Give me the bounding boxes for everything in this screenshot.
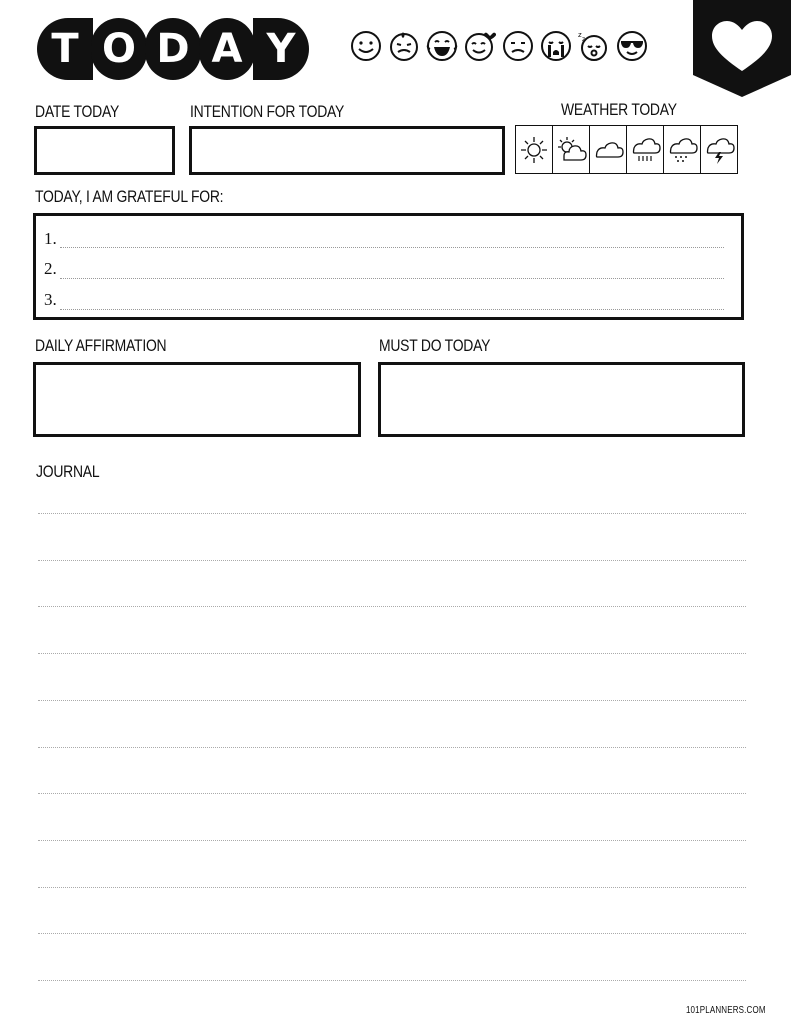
grateful-label: TODAY, I AM GRATEFUL FOR: — [35, 187, 224, 206]
sweat-icon[interactable] — [388, 30, 420, 62]
title-letter: T — [37, 18, 93, 80]
cloud-icon — [592, 135, 624, 165]
cry-icon[interactable] — [540, 30, 572, 62]
journal-line[interactable] — [38, 653, 746, 654]
journal-line[interactable] — [38, 980, 746, 981]
intention-field[interactable] — [189, 126, 505, 175]
date-field[interactable] — [34, 126, 175, 175]
journal-line[interactable] — [38, 747, 746, 748]
footer-brand: 101PLANNERS.COM — [686, 1005, 766, 1016]
grateful-box — [33, 213, 744, 320]
journal-line[interactable] — [38, 840, 746, 841]
title-letter: A — [199, 18, 255, 80]
sun-icon — [519, 135, 549, 165]
laugh-icon[interactable] — [426, 30, 458, 62]
weather-option[interactable] — [516, 126, 553, 173]
grateful-line[interactable] — [60, 309, 724, 310]
weather-option[interactable] — [627, 126, 664, 173]
must-do-field[interactable] — [378, 362, 745, 437]
weather-selector — [515, 125, 738, 174]
smile-icon[interactable] — [350, 30, 382, 62]
sleep-icon[interactable] — [578, 30, 610, 62]
journal-line[interactable] — [38, 700, 746, 701]
storm-icon — [703, 135, 735, 165]
weather-option[interactable] — [553, 126, 590, 173]
snow-icon — [666, 135, 698, 165]
title-letter: Y — [253, 18, 309, 80]
rain-icon — [629, 135, 661, 165]
weather-option[interactable] — [664, 126, 701, 173]
weather-option[interactable] — [701, 126, 737, 173]
journal-label: JOURNAL — [36, 462, 100, 481]
love-icon[interactable] — [464, 30, 496, 62]
date-label: DATE TODAY — [35, 102, 120, 121]
svg-text:z: z — [582, 36, 586, 43]
title-letter: D — [145, 18, 201, 80]
must-do-label: MUST DO TODAY — [379, 336, 491, 355]
grateful-number: 2. — [44, 259, 57, 278]
affirmation-label: DAILY AFFIRMATION — [35, 336, 167, 355]
partly-cloudy-icon — [555, 135, 587, 165]
sad-icon[interactable] — [502, 30, 534, 62]
title-letter: O — [91, 18, 147, 80]
affirmation-field[interactable] — [33, 362, 361, 437]
journal-line[interactable] — [38, 560, 746, 561]
grateful-number: 1. — [44, 229, 57, 248]
journal-line[interactable] — [38, 513, 746, 514]
grateful-line[interactable] — [60, 278, 724, 279]
heart-ribbon — [693, 0, 791, 97]
grateful-line[interactable] — [60, 247, 724, 248]
journal-line[interactable] — [38, 933, 746, 934]
page-title — [37, 18, 307, 80]
weather-option[interactable] — [590, 126, 627, 173]
cool-icon[interactable] — [616, 30, 648, 62]
journal-line[interactable] — [38, 887, 746, 888]
grateful-number: 3. — [44, 290, 57, 309]
journal-line[interactable] — [38, 606, 746, 607]
weather-label: WEATHER TODAY — [561, 100, 677, 119]
journal-line[interactable] — [38, 793, 746, 794]
mood-row — [350, 30, 648, 62]
svg-text:z: z — [578, 31, 582, 39]
intention-label: INTENTION FOR TODAY — [190, 102, 345, 121]
